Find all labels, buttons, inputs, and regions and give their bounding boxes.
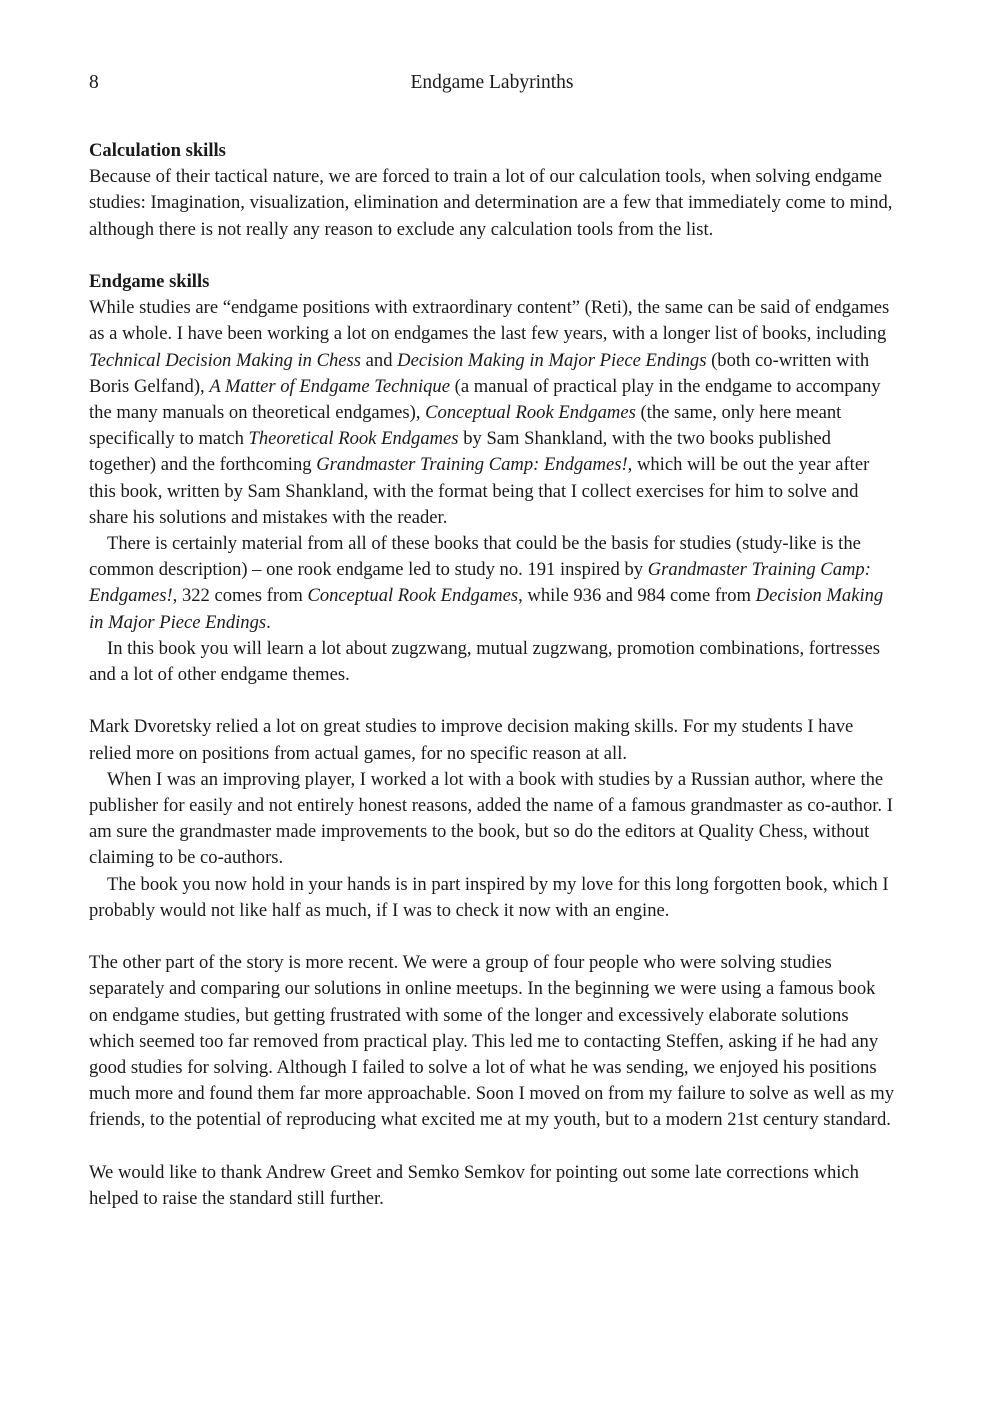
running-title: Endgame Labyrinths (410, 72, 574, 93)
book-title: Theoretical Rook Endgames (248, 428, 459, 450)
paragraph-thanks: We would like to thank Andrew Greet and Semko Semkov for pointing out some late corrections which helped to raise the standard still further. (89, 1161, 859, 1210)
book-title: Conceptual Rook Endgames (307, 585, 519, 607)
text-run: There is certainly material from all of these books that could be the basis for studies (study-like is the common description) – one rook endgame led to study no. 191 inspired by (89, 533, 861, 581)
book-title: A Matter of Endgame Technique (209, 375, 450, 397)
paragraph-inspiration: The book you now hold in your hands is in part inspired by my love for this long forgotten book, which I probably would not like half as much, if I was to check it now with an engine. (89, 873, 889, 921)
book-title: Decision Making in Major Piece Endings (89, 585, 884, 633)
text-run: While studies are “endgame positions with extraordinary content” (Reti), the same can be said of endgames as a whole. I have been working a lot on endgames the last few years, with a longer list of books, including (89, 297, 890, 345)
text-run: and (361, 349, 398, 371)
paragraph-calculation: Because of their tactical nature, we are forced to train a lot of our calculation tools, when solving endgame studies: Imagination, visualization, elimination and determination are a few that immediately come to mind, although there is not really any reason to exclude any calculation tools from the list. (89, 166, 893, 240)
text-run: . (266, 611, 271, 633)
book-title: Conceptual Rook Endgames (425, 402, 636, 424)
book-title: Decision Making in Major Piece Endings (397, 349, 707, 371)
book-title: Grandmaster Training Camp: Endgames! (89, 559, 871, 607)
paragraph-endgame-themes: In this book you will learn a lot about zugzwang, mutual zugzwang, promotion combinations, fortresses and a lot of other endgame themes. (89, 637, 881, 686)
book-title: Grandmaster Training Camp: Endgames! (316, 454, 628, 476)
paragraph-dvoretsky: Mark Dvoretsky relied a lot on great studies to improve decision making skills. For my students I have relied more on positions from actual games, for no specific reason at all. (89, 716, 854, 764)
section-heading-endgame-skills: Endgame skills (89, 271, 210, 292)
paragraph-russian-author: When I was an improving player, I worked a lot with a book with studies by a Russian author, where the publisher for easily and not entirely honest reasons, added the name of a famous grandmaster as co-author. I am sure the grandmaster made improvements to the book, but so do the editors at Quality Chess, without claiming to be co-authors. (89, 768, 893, 869)
paragraph-study-material (89, 531, 895, 636)
text-run: (the same, only here meant specifically to match (89, 402, 842, 450)
book-title: Technical Decision Making in Chess (89, 349, 361, 371)
page-header (89, 72, 895, 98)
section-gap (89, 924, 895, 950)
paragraph-endgame-books (89, 295, 895, 531)
text-run: , 322 comes from (172, 585, 308, 607)
body-text (89, 138, 895, 1212)
section-gap (89, 243, 895, 269)
page-number: 8 (89, 72, 99, 93)
section-gap (89, 688, 895, 714)
paragraph-story: The other part of the story is more recent. We were a group of four people who were solving studies separately and comparing our solutions in online meetups. In the beginning we were using a famous book on endgame studies, but getting frustrated with some of the longer and excessively elaborate solutions which seemed too far removed from practical play. This led me to contacting Steffen, asking if he had any good studies for solving. Although I failed to solve a lot of what he was sending, we enjoyed his positions much more and found them far more approachable. Soon I moved on from my failure to solve as well as my friends, to the potential of reproducing what excited me at my youth, but to a modern 21st century standard. (89, 952, 894, 1131)
text-run: , while 936 and 984 come from (518, 585, 756, 607)
section-heading-calculation-skills: Calculation skills (89, 140, 226, 161)
text-run: , which will be out the year after this book, written by Sam Shankland, with the format being that I collect exercises for him to solve and share his solutions and mistakes with the reader. (89, 454, 870, 528)
text-run: by Sam Shankland, with the two books published together) and the forthcoming (89, 428, 831, 476)
text-run: (both co-written with Boris Gelfand), (89, 349, 870, 397)
text-run: (a manual of practical play in the endgame to accompany the many manuals on theoretical endgames), (89, 375, 881, 424)
section-gap (89, 1134, 895, 1160)
